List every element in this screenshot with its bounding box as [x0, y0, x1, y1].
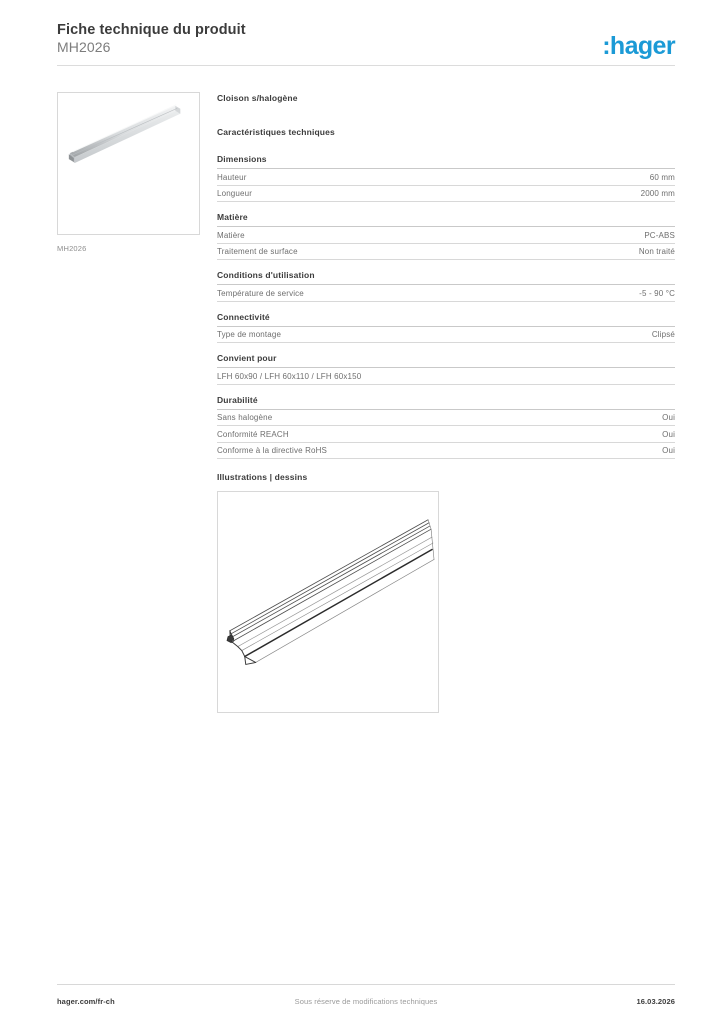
page-subtitle: MH2026 [57, 39, 111, 55]
spec-row [217, 227, 675, 244]
spec-group [217, 395, 675, 460]
product-photo-image [58, 93, 199, 234]
spec-row [217, 244, 675, 261]
illustrations-heading: Illustrations | dessins [217, 472, 308, 482]
spec-row-label: Hauteur [217, 172, 247, 182]
specifications-panel [217, 93, 675, 469]
product-photo-caption: MH2026 [57, 244, 87, 253]
spec-row [217, 368, 675, 385]
spec-group [217, 353, 675, 385]
document-footer [57, 997, 675, 1009]
spec-group-title: Dimensions [217, 154, 675, 169]
spec-group-title: Conditions d'utilisation [217, 270, 675, 285]
product-photo [57, 92, 200, 235]
spec-row-value: Clipsé [651, 330, 675, 339]
spec-row-label: Matière [217, 230, 245, 240]
page-title: Fiche technique du produit [57, 22, 246, 38]
spec-row-label: Conformité REACH [217, 429, 289, 439]
spec-row [217, 426, 675, 443]
spec-row-value: 60 mm [649, 172, 675, 182]
spec-group [217, 212, 675, 260]
spec-group-title: Convient pour [217, 353, 675, 368]
hager-logo: :hager [602, 32, 675, 60]
spec-group-title: Matière [217, 212, 675, 227]
spec-row-value: -5 - 90 °C [639, 288, 675, 298]
spec-group [217, 270, 675, 302]
spec-row-value: Oui [662, 413, 675, 422]
spec-row [217, 327, 675, 344]
spec-row-value: Non traité [638, 247, 675, 256]
footer-disclaimer: Sous réserve de modifications techniques [294, 997, 438, 1006]
header-divider [57, 65, 675, 66]
specs-section-heading: Caractéristiques techniques [217, 127, 335, 137]
spec-row [217, 186, 675, 203]
spec-row [217, 285, 675, 302]
technical-drawing-image [218, 492, 438, 712]
technical-drawing [217, 491, 439, 713]
spec-row-value: Oui [662, 429, 675, 439]
footer-website[interactable]: hager.com/fr-ch [57, 997, 115, 1006]
spec-row [217, 169, 675, 186]
spec-groups [217, 154, 675, 459]
footer-date: 16.03.2026 [636, 997, 675, 1006]
spec-row-label: Longueur [217, 189, 253, 198]
spec-group [217, 312, 675, 344]
spec-group-title: Connectivité [217, 312, 675, 327]
spec-group-title: Durabilité [217, 395, 675, 410]
footer-divider [57, 984, 675, 985]
spec-row-value: 2000 mm [640, 189, 675, 198]
spec-row [217, 410, 675, 427]
spec-row [217, 443, 675, 460]
spec-row-label: Sans halogène [217, 413, 273, 422]
spec-row-value: PC-ABS [644, 230, 675, 240]
document-header [57, 22, 675, 66]
spec-row-label: Traitement de surface [217, 247, 298, 256]
product-name: Cloison s/halogène [217, 93, 298, 103]
spec-row-value: Oui [662, 446, 675, 455]
spec-group [217, 154, 675, 202]
spec-row-label: Type de montage [217, 330, 282, 339]
spec-row-label: Température de service [217, 288, 304, 298]
spec-row-label: LFH 60x90 / LFH 60x110 / LFH 60x150 [217, 371, 362, 381]
spec-row-label: Conforme à la directive RoHS [217, 446, 328, 455]
